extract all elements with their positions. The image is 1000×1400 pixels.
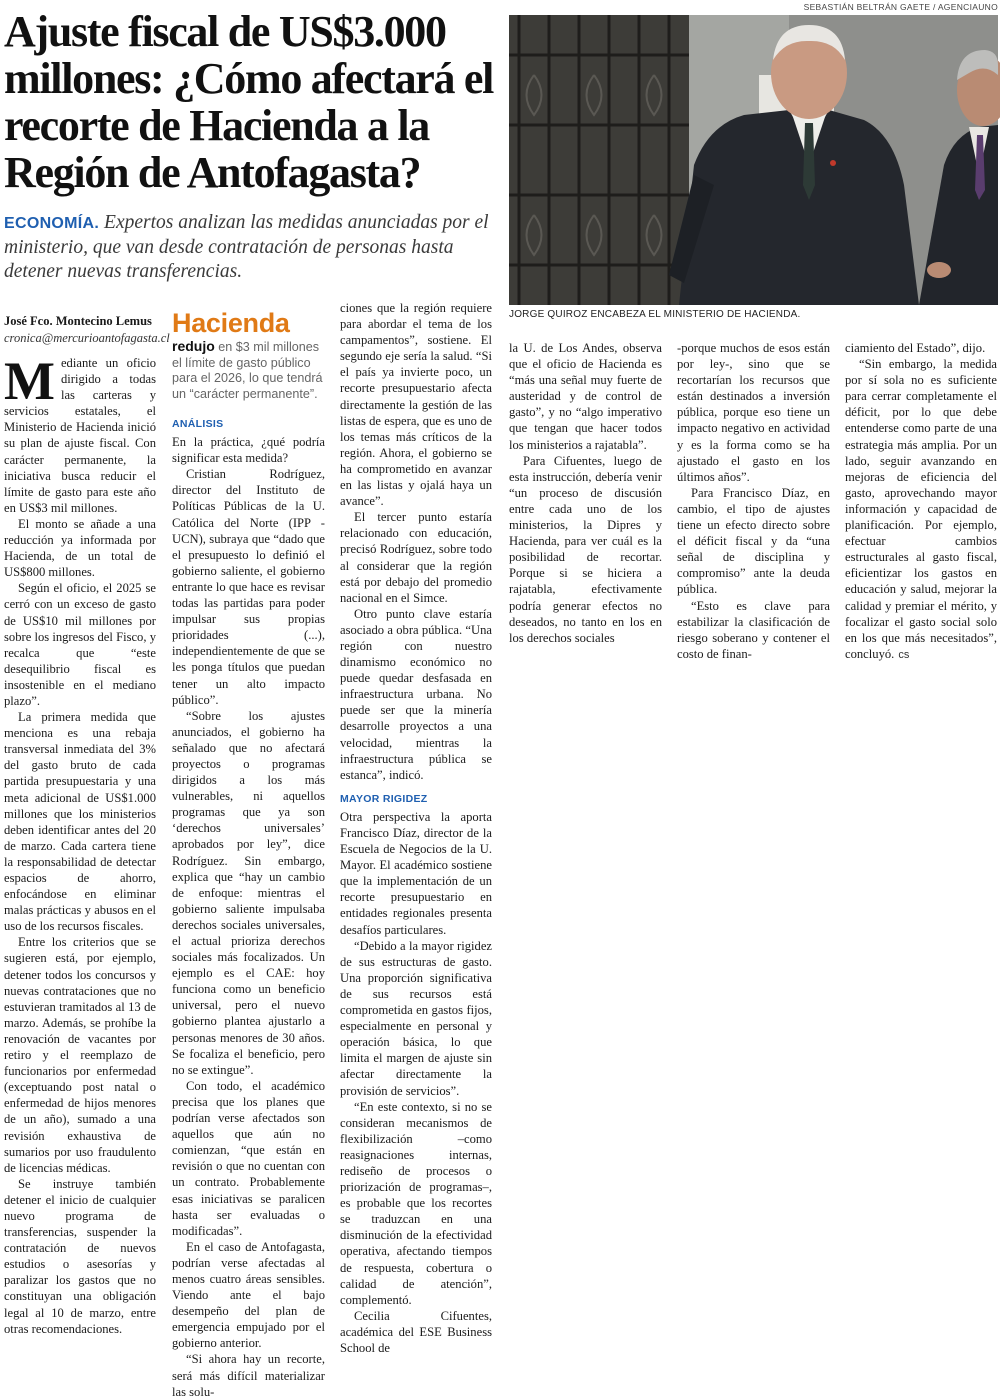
paragraph: “Sobre los ajustes anunciados, el gobierno ha señalado que no afectará proyectos o programas dirigidos a los más vulnerables, ni aquellos programas que ya son ‘derechos universales’ aprobados por ley”, dice Rodríguez. Sin embargo, explica que “hay un cambio de enfoque: mientras el gobierno saliente impulsaba derechos sociales universales, el actual prioriza derechos sociales más focalizados. Un ejemplo es el CAE: hoy funciona como un beneficio universal, pero el nuevo gobierno plantea ajustarlo a personas menores de 30 años. Se focaliza el beneficio, pero no se extingue”. [172,708,325,1077]
paragraph: -porque muchos de esos están por ley-, sino que se recortarían los recursos que están destinados a inversión pública, porque eso tiene un impacto negativo en actividad y es la forma como se ha ajustado el gasto en los últimos años”. [677,341,830,484]
pull-quote-text [172,339,325,402]
paragraph: Se instruye también detener el inicio de cualquier nuevo programa de transferencias, suspender la contratación de nuevos estudios o asesorías y paralizar los gastos que no constituyan una obligación legal al 10 de marzo, entre otras recomendaciones. [4,1176,156,1336]
paragraph: En el caso de Antofagasta, podrían verse afectadas al menos cuatro áreas sensibles. Viendo ante el bajo desempeño del plan de emergencia empujado por el gobierno anterior. [172,1239,325,1351]
end-mark: cs [898,648,910,661]
author-name: José Fco. Montecino Lemus [4,314,152,328]
paragraph: Cristian Rodríguez, director del Instituto de Políticas Públicas de la U. Católica del Norte (IPP - UCN), subraya que “dado que el presupuesto lo definió el gobierno saliente, el gobierno entrante lo que hace es revisar todas las partidas para poder impulsar sus propias prioridades (...), independientemente de que se les ponga títulos que puedan tener un alto impacto público”. [172,467,325,707]
paragraph [845,356,997,663]
paragraph: la U. de Los Andes, observa que el oficio de Hacienda es “más una señal muy fuerte de austeridad y de control de gasto”, y no “algo imperativo que tengan que hacer todos los ministerios a rajatabla”. [509,341,662,452]
paragraph: “Debido a la mayor rigidez de sus estructuras de gasto. Una proporción significativa de sus recursos está comprometida en gastos fijos, especialmente en personal y operación básica, lo que limita el margen de ajuste sin afectar directamente la provisión de servicios”. [340,938,492,1098]
pull-quote-lead: redujo [172,338,215,354]
column-1 [4,351,156,1336]
pull-quote-word: Hacienda [172,308,290,338]
pull-quote-rest: en $3 mil millones el límite de gasto público para el 2026, lo que tendrá un “carácter permanente”. [172,340,323,401]
deck-text: Expertos analizan las medidas anunciadas por el ministerio, que van desde contratación de personas hasta detener nuevas transferencias. [4,212,489,282]
column-2 [172,307,325,1399]
subhead-analysis: ANÁLISIS [172,418,224,430]
photo-credit: SEBASTIÁN BELTRÁN GAETE / AGENCIAUNO [803,2,998,12]
byline [4,313,170,347]
subhead-rigidity: MAYOR RIGIDEZ [340,792,428,805]
column-6 [845,340,997,661]
paragraph: “Esto es clave para estabilizar la clasificación de riesgo soberano y contener el costo de finan- [677,598,830,661]
headline: Ajuste fiscal de US$3.000 millones: ¿Cómo afectará el recorte de Hacienda a la Región de Antofagasta? [4,7,494,197]
column-4 [509,340,662,645]
photo-illustration [509,15,998,305]
paragraph: Para Francisco Díaz, en cambio, el tipo de ajustes tiene un efecto directo sobre el déficit fiscal y da “una señal de disciplina y compromiso” ante la deuda pública. [677,485,830,597]
paragraph-text: “Sin embargo, la medida por sí sola no es suficiente para cerrar completamente el déficit, por lo que debe entenderse como parte de una estrategia más amplia. Por un lado, seguir avanzando en mejoras de eficiencia del gasto, aprovechando mayor información y capacidad de planificación. Por ejemplo, efectuar cambios estructurales al gasto fiscal, eficientizar los gastos en educación y salud, mejorar la calidad y premiar el mérito, y focalizar el gasto social solo en los que más necesitados”, concluyó. [845,357,997,661]
section-label: ECONOMÍA. [4,215,100,232]
paragraph: Con todo, el académico precisa que los planes que podrían verse afectados son aquellos que aún no comienzan, “que están en revisión o que no cuentan con un contrato. Probablemente esas iniciativas se paralicen hasta ser evaluadas o modificadas”. [172,1078,325,1238]
pull-quote [172,307,325,402]
drop-cap: M [4,351,55,411]
paragraph: Para Cifuentes, luego de esta instrucción, debería venir “un proceso de discusión entre cada uno de los ministerios, la Dipres y Hacienda, para ver cuál es la posibilidad de recortar. Porque si se hiciera a rajatabla, efectivamente podría generar efectos no deseados, no tanto en los en los derechos sociales [509,453,662,645]
paragraph: “Si ahora hay un recorte, será más difícil materializar las solu- [172,1352,325,1399]
paragraph [4,351,156,516]
paragraph: Cecilia Cifuentes, académica del ESE Business School de [340,1308,492,1355]
paragraph: ciones que la región requiere para abordar el tema de los campamentos”, sostiene. El segundo eje sería la salud. “Si el país ya invierte poco, un recorte presupuestario afecta directamente la gestión de las listas de espera, que es uno de los temas más críticos de la región. Ahora, el gobierno se ha comprometido en avanzar en las listas y ojalá haya un avance”. [340,301,492,509]
deck [4,211,500,284]
photo-caption: JORGE QUIROZ ENCABEZA EL MINISTERIO DE HACIENDA. [509,309,801,320]
paragraph: Otro punto clave estaría asociado a obra pública. “Una región con nuestro dinamismo económico no puede quedar desfasada en infraestructura urbana. No puede ser que la minería desarrolle proyectos a una velocidad, mientras la infraestructura pública se estanca”, indicó. [340,606,492,782]
paragraph: Entre los criterios que se sugieren está, por ejemplo, detener todos los concursos y nuevas contrataciones que no estuvieran tramitados al 13 de marzo. Además, se prohíbe la renovación de vacantes por retiro y el reemplazo de funcionarios por enfermedad (exceptuando post natal o enfermedad de hijos menores de un año), sumado a una revisión exhaustiva de sumarios por uso fraudulento de licencias médicas. [4,935,156,1175]
paragraph: El tercer punto estaría relacionado con educación, precisó Rodríguez, sobre todo al considerar que la región está por debajo del promedio nacional en el Simce. [340,510,492,605]
author-email[interactable]: cronica@mercurioantofagasta.cl [4,331,170,345]
paragraph: “En este contexto, si no se consideran mecanismos de flexibilización –como reasignaciones internas, rediseño de procesos o priorización de programas–, es probable que los recortes se traduzcan en una disminución de la efectividad operativa, afectando tiempos de respuesta, cobertura o calidad de atención”, complementó. [340,1099,492,1307]
paragraph: El monto se añade a una reducción ya informada por Hacienda, de un total de US$800 millones. [4,516,156,580]
paragraph: La primera medida que menciona es una rebaja transversal inmediata del 3% del gasto bruto de cada partida presupuestaria y una meta adicional de US$1.000 millones que los ministerios deben identificar antes del 20 de marzo. Cada cartera tiene la responsabilidad de detectar espacios de ahorro, enfocándose en eliminar malas prácticas y abusos en el uso de los recursos fiscales. [4,710,156,934]
paragraph: Según el oficio, el 2025 se cerró con un exceso de gasto de US$10 mil millones por sobre los ingresos del Fisco, y recalca que “este desequilibrio fiscal es insostenible en el mediano plazo”. [4,581,156,708]
photo [509,15,998,305]
column-5 [677,340,830,661]
paragraph-text: ediante un oficio dirigido a todas las carteras y servicios estatales, el Ministerio de Hacienda inició su plan de ajuste fiscal. Con carácter permanente, la iniciativa busca reducir el límite de gasto para este año en US$3 mil millones. [4,356,156,515]
paragraph: ciamiento del Estado”, dijo. [845,341,986,355]
column-3 [340,300,492,1355]
paragraph: En la práctica, ¿qué podría significar esta medida? [172,435,325,466]
paragraph: Otra perspectiva la aporta Francisco Díaz, director de la Escuela de Negocios de la U. Mayor. El académico sostiene que la implementación de un recorte presupuestario en entidades regionales presenta desafíos particulares. [340,809,492,937]
